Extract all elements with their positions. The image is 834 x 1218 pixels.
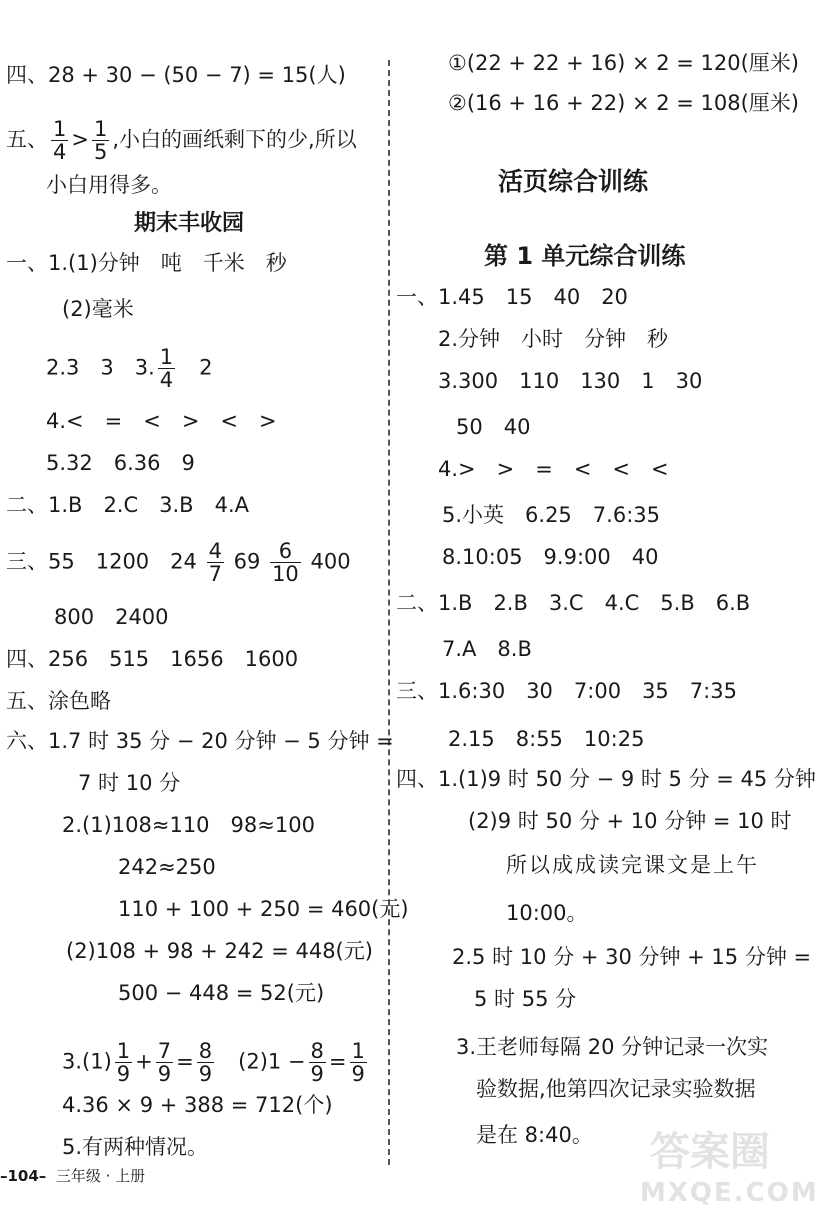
right-a1: 一、1.45 15 40 20	[396, 285, 628, 309]
left-i2: 2.3 3 3. $\frac{1}{4}$ 2	[46, 345, 213, 392]
fraction: $\frac{8}{9}$	[310, 1039, 324, 1086]
left-vi3: 3.(1) $\frac{1}{9}$ + $\frac{7}{9}$ = $\frac{8}{9}$ (2)1 − $\frac{8}{9}$ = $\frac{1}{9}$	[62, 1039, 365, 1086]
fraction: $\frac{1}{4}$	[53, 117, 67, 164]
left-iv: 四、256 515 1656 1600	[6, 647, 299, 671]
watermark-logo: 答案圈	[650, 1129, 770, 1175]
right-c1: 三、1.6:30 30 7:00 35 7:35	[396, 679, 737, 703]
left-ii: 二、1.B 2.C 3.B 4.A	[6, 493, 249, 517]
right-d1c: 所以成成读完课文是上午	[506, 853, 759, 877]
q5-prefix: 五、	[6, 127, 48, 152]
left-q5	[6, 118, 357, 163]
right-d2: 2.5 时 10 分 + 30 分钟 + 15 分钟 =	[452, 945, 812, 969]
left-i1: 一、1.(1)分钟 吨 千米 秒	[6, 251, 287, 275]
left-vi4: 4.36 × 9 + 388 = 712(个)	[62, 1093, 333, 1117]
right-d1d: 10:00。	[506, 901, 588, 925]
left-i4: 4.< = < > < >	[46, 409, 277, 433]
right-d3: 3.王老师每隔 20 分钟记录一次实	[456, 1035, 769, 1059]
right-a3b: 50 40	[456, 415, 531, 439]
left-iii-line2: 800 2400	[54, 605, 169, 629]
left-i5: 5.32 6.36 9	[46, 451, 195, 475]
left-vi1: 六、1.7 时 35 分 − 20 分钟 − 5 分钟 =	[6, 729, 394, 753]
left-v: 五、涂色略	[6, 689, 111, 713]
q5-text: ,小白的画纸剩下的少,所以	[112, 127, 357, 152]
fraction: $\frac{4}{7}$	[208, 539, 222, 586]
section-title-huoye: 活页综合训练	[498, 167, 649, 196]
fraction: $\frac{1}{9}$	[116, 1039, 131, 1086]
left-vi5: 5.有两种情况。	[62, 1135, 209, 1159]
right-r1: ①(22 + 22 + 16) × 2 = 120(厘米)	[448, 51, 799, 75]
left-vi2a: 2.(1)108≈110 98≈100	[62, 813, 315, 837]
right-b1: 二、1.B 2.B 3.C 4.C 5.B 6.B	[396, 591, 751, 615]
watermark-url: MXQE.COM	[640, 1178, 819, 1208]
section-title-final: 期末丰收园	[134, 211, 245, 236]
section-title-unit1: 第 1 单元综合训练	[484, 242, 686, 270]
right-d2b: 5 时 55 分	[474, 987, 577, 1011]
right-a3: 3.300 110 130 1 30	[438, 369, 703, 393]
left-vi2e: 500 − 448 = 52(元)	[118, 981, 325, 1005]
left-vi2d: (2)108 + 98 + 242 = 448(元)	[66, 939, 373, 963]
column-divider	[388, 60, 390, 1165]
fraction: $\frac{1}{9}$	[351, 1039, 365, 1086]
left-iii: 三、55 1200 24 $\frac{4}{7}$ 69 $\frac{6}{10}$ 400	[6, 539, 351, 586]
left-q4: 四、28 + 30 − (50 − 7) = 15(人)	[6, 63, 346, 87]
left-q5-line2: 小白用得多。	[46, 173, 172, 197]
right-b7: 7.A 8.B	[442, 637, 532, 661]
right-a4: 4.> > = < < <	[438, 457, 669, 481]
right-a5: 5.小英 6.25 7.6:35	[442, 503, 660, 527]
right-a8: 8.10:05 9.9:00 40	[442, 545, 659, 569]
page-number: –104–	[0, 1167, 47, 1185]
right-r2: ②(16 + 16 + 22) × 2 = 108(厘米)	[448, 91, 799, 115]
right-d1: 四、1.(1)9 时 50 分 − 9 时 5 分 = 45 分钟	[396, 767, 816, 791]
fraction: $\frac{1}{5}$	[93, 117, 108, 164]
fraction: $\frac{1}{4}$	[159, 345, 174, 392]
right-d3b: 验数据,他第四次记录实验数据	[476, 1077, 756, 1101]
right-a2: 2.分钟 小时 分钟 秒	[438, 327, 669, 351]
right-c2: 2.15 8:55 10:25	[448, 727, 645, 751]
left-vi2b: 242≈250	[118, 855, 216, 879]
left-vi1b: 7 时 10 分	[78, 771, 181, 795]
left-i1b: (2)毫米	[62, 297, 134, 321]
right-d3c: 是在 8:40。	[476, 1123, 593, 1147]
right-d1b: (2)9 时 50 分 + 10 分钟 = 10 时	[468, 809, 792, 833]
fraction: $\frac{8}{9}$	[198, 1039, 213, 1086]
page-footer	[0, 1165, 145, 1186]
grade-label: 三年级 · 上册	[55, 1167, 146, 1185]
fraction: $\frac{7}{9}$	[157, 1039, 172, 1086]
fraction: $\frac{6}{10}$	[272, 539, 299, 586]
left-vi2c: 110 + 100 + 250 = 460(元)	[118, 897, 409, 921]
gt-sign: >	[71, 127, 89, 152]
